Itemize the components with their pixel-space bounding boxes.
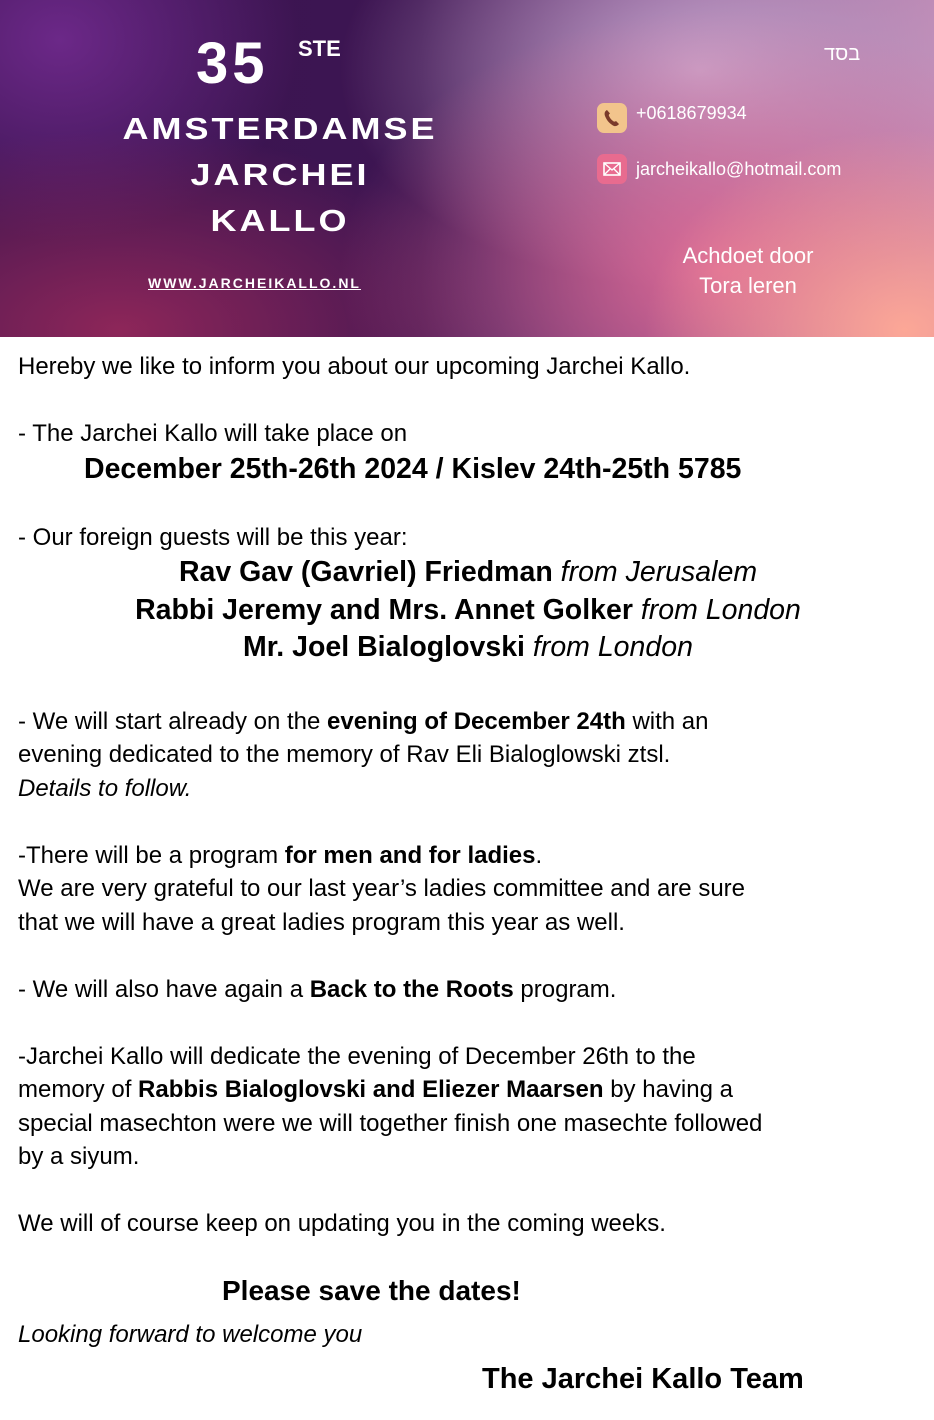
header-banner [0,0,934,337]
website-link[interactable]: WWW.JARCHEIKALLO.NL [148,275,361,291]
roots-text-end: program. [513,975,617,1003]
dedication-line-1: -Jarchei Kallo will dedicate the evening of December 26th to the [18,1042,696,1070]
guest-list [18,554,918,667]
guest-item [18,629,918,667]
phone-number[interactable]: +0618679934 [636,103,747,123]
start-text-end: with an [625,707,709,735]
mail-icon [597,154,627,184]
roots-text: - We will also have again a [18,975,310,1003]
update-text: We will of course keep on updating you in the coming weeks. [18,1210,666,1237]
guest-name: Rabbi Jeremy and Mrs. Annet Golker [135,593,633,626]
intro-text: Hereby we like to inform you about our upcoming Jarchei Kallo. [18,353,691,380]
hebrew-header: בסד [824,43,861,65]
banner-title-line-1: AMSTERDAMSE [122,111,438,146]
dedication-line-2 [18,1073,918,1107]
letter-body [18,350,918,1397]
signature: The Jarchei Kallo Team [482,1363,804,1395]
guest-origin: from Jerusalem [560,556,758,588]
start-bold: evening of December 24th [327,707,626,735]
dedication-line-4: by a siyum. [18,1143,140,1170]
closing-text: Looking forward to welcome you [18,1320,363,1348]
slogan-line-1: Achdoet door [682,243,814,268]
dedication-text: memory of [18,1076,139,1103]
banner-title-line-2: JARCHEI [190,157,370,192]
edition-suffix: STE [298,36,341,61]
guest-item [18,592,918,630]
start-line-2: evening dedicated to the memory of Rav Eli Bialoglowski ztsl. [18,741,671,768]
guest-origin: from London [640,593,801,626]
program-paragraph [18,839,918,873]
program-line-3: that we will have a great ladies program this year as well. [18,908,625,936]
roots-paragraph [18,973,918,1007]
slogan-line-2: Tora leren [699,273,797,298]
program-text-end: . [535,841,543,869]
start-paragraph [18,705,918,739]
guest-item [18,554,918,592]
date-intro-text: - The Jarchei Kallo will take place on [18,420,408,447]
phone-icon [597,103,627,133]
dedication-bold: Rabbis Bialoglovski and Eliezer Maarsen [138,1076,604,1103]
program-line-2: We are very grateful to our last year’s ladies committee and are sure [18,875,746,902]
dedication-text-end: by having a [603,1076,733,1103]
save-the-dates: Please save the dates! [222,1275,521,1306]
guest-name: Rav Gav (Gavriel) Friedman [178,556,553,588]
guest-origin: from London [532,631,693,663]
email-address[interactable]: jarcheikallo@hotmail.com [636,159,842,179]
program-bold: for men and for ladies [284,841,536,869]
roots-bold: Back to the Roots [309,975,514,1003]
start-text: - We will start already on the [18,707,328,735]
guest-name: Mr. Joel Bialoglovski [243,631,525,663]
banner-title-line-3: KALLO [210,203,350,238]
dedication-line-3: special masechton were we will together finish one masechte followed [18,1109,763,1137]
edition-number: 35 [196,31,269,96]
program-text: -There will be a program [18,841,285,869]
details-note: Details to follow. [18,774,192,802]
guests-intro-text: - Our foreign guests will be this year: [18,523,408,551]
event-dates: December 25th-26th 2024 / Kislev 24th-25th 5785 [84,452,742,485]
